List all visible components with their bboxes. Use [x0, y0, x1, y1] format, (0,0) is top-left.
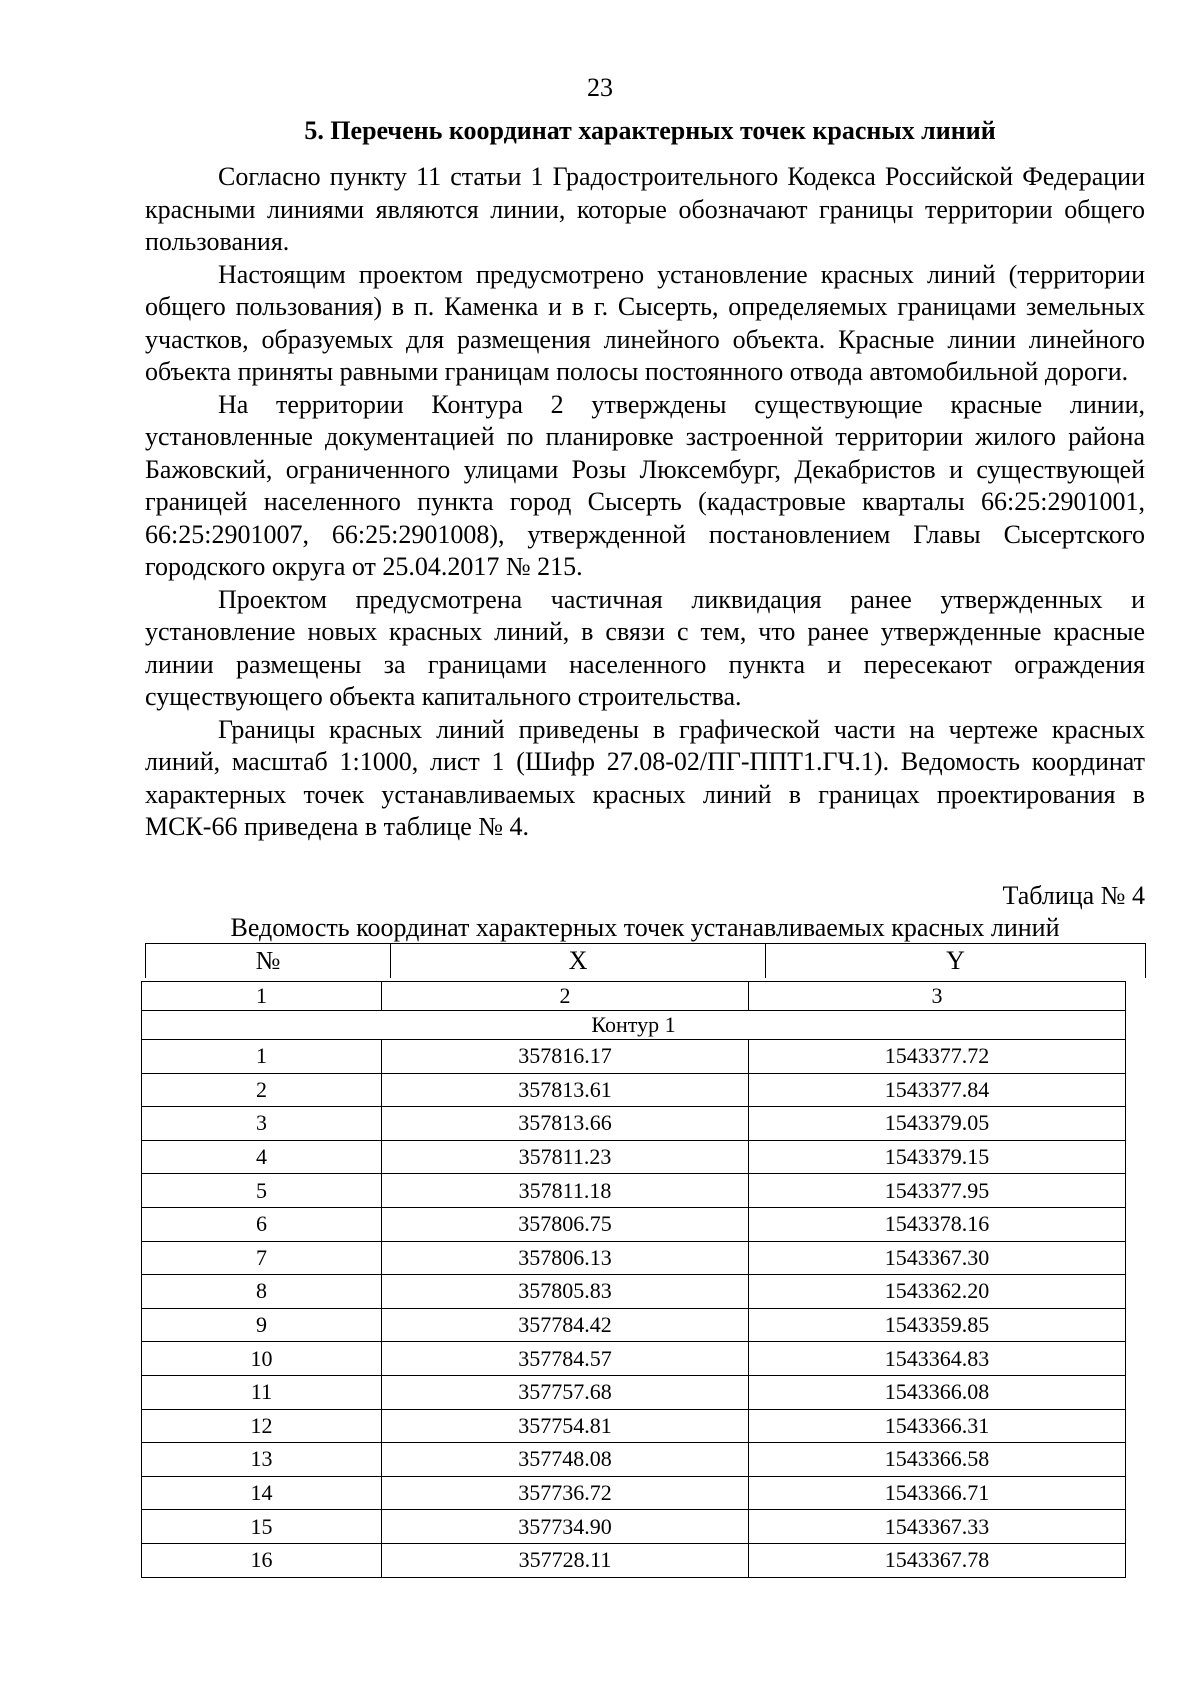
y-coordinate-cell: 1543362.20: [749, 1275, 1126, 1309]
y-coordinate-cell: 1543379.05: [749, 1107, 1126, 1141]
point-number-cell: 4: [142, 1140, 382, 1174]
table-row: [142, 1375, 1126, 1409]
x-coordinate-cell: 357806.13: [382, 1241, 749, 1275]
y-coordinate-cell: 1543366.58: [749, 1443, 1126, 1477]
point-number-cell: 2: [142, 1073, 382, 1107]
x-coordinate-cell: 357784.42: [382, 1308, 749, 1342]
x-coordinate-cell: 357813.66: [382, 1107, 749, 1141]
table-row: [142, 1510, 1126, 1544]
x-coordinate-cell: 357816.17: [382, 1040, 749, 1074]
paragraph: Границы красных линий приведены в графической части на чертеже красных линий, масштаб 1:1000, лист 1 (Шифр 27.08-02/ПГ-ППТ1.ГЧ.1). Ведомость координат характерных точек устанавливаемых красных линий в границах проектирования в МСК-66 приведена в таблице № 4.: [145, 714, 1145, 841]
column-number-cell: 2: [382, 982, 749, 1011]
point-number-cell: 16: [142, 1543, 382, 1577]
y-coordinate-cell: 1543359.85: [749, 1308, 1126, 1342]
point-number-cell: 11: [142, 1375, 382, 1409]
table-row: [142, 1241, 1126, 1275]
point-number-cell: 5: [142, 1174, 382, 1208]
table-row: [142, 1409, 1126, 1443]
page-number: 23: [587, 73, 613, 102]
point-number-cell: 13: [142, 1443, 382, 1477]
point-number-cell: 7: [142, 1241, 382, 1275]
point-number-cell: 3: [142, 1107, 382, 1141]
paragraph: Настоящим проектом предусмотрено установление красных линий (территории общего пользования) в п. Каменка и в г. Сысерть, определяемых границами земельных участков, образуемых для размещения линейного объекта. Красные линии линейного объекта приняты равными границам полосы постоянного отвода автомобильной дороги.: [145, 259, 1145, 386]
header-row: [146, 944, 1146, 979]
point-number-cell: 8: [142, 1275, 382, 1309]
table-row: [142, 1342, 1126, 1376]
x-coordinate-cell: 357811.18: [382, 1174, 749, 1208]
x-coordinate-cell: 357784.57: [382, 1342, 749, 1376]
table-row: [142, 1107, 1126, 1141]
y-coordinate-cell: 1543377.95: [749, 1174, 1126, 1208]
point-number-cell: 6: [142, 1207, 382, 1241]
section-label: Контур 1: [142, 1011, 1126, 1040]
column-number-cell: 1: [142, 982, 382, 1011]
x-coordinate-cell: 357748.08: [382, 1443, 749, 1477]
point-number-cell: 9: [142, 1308, 382, 1342]
y-coordinate-cell: 1543364.83: [749, 1342, 1126, 1376]
section-row: [142, 1011, 1126, 1040]
table-caption: Ведомость координат характерных точек устанавливаемых красных линий: [230, 913, 1060, 942]
y-coordinate-cell: 1543366.08: [749, 1375, 1126, 1409]
table-header: [145, 943, 1146, 978]
column-number-cell: 3: [749, 982, 1126, 1011]
header-cell-number: №: [146, 944, 391, 979]
point-number-cell: 15: [142, 1510, 382, 1544]
x-coordinate-cell: 357754.81: [382, 1409, 749, 1443]
table-row: [142, 1140, 1126, 1174]
y-coordinate-cell: 1543366.71: [749, 1476, 1126, 1510]
x-coordinate-cell: 357813.61: [382, 1073, 749, 1107]
point-number-cell: 1: [142, 1040, 382, 1074]
y-coordinate-cell: 1543366.31: [749, 1409, 1126, 1443]
header-cell-y: Y: [766, 944, 1146, 979]
table-row: [142, 1040, 1126, 1074]
x-coordinate-cell: 357806.75: [382, 1207, 749, 1241]
table-row: [142, 1073, 1126, 1107]
y-coordinate-cell: 1543367.30: [749, 1241, 1126, 1275]
y-coordinate-cell: 1543377.72: [749, 1040, 1126, 1074]
coordinates-table: [141, 981, 1126, 1578]
section-heading: 5. Перечень координат характерных точек красных линий: [304, 116, 996, 145]
table-row: [142, 1443, 1126, 1477]
x-coordinate-cell: 357757.68: [382, 1375, 749, 1409]
table-number: Таблица № 4: [1002, 881, 1145, 910]
x-coordinate-cell: 357811.23: [382, 1140, 749, 1174]
y-coordinate-cell: 1543378.16: [749, 1207, 1126, 1241]
coordinates-table-body: [142, 982, 1126, 1578]
point-number-cell: 10: [142, 1342, 382, 1376]
y-coordinate-cell: 1543379.15: [749, 1140, 1126, 1174]
table-row: [142, 1275, 1126, 1309]
point-number-cell: 14: [142, 1476, 382, 1510]
body-text: [145, 161, 1145, 844]
table-row: [142, 1174, 1126, 1208]
point-number-cell: 12: [142, 1409, 382, 1443]
paragraph: Проектом предусмотрена частичная ликвидация ранее утвержденных и установление новых красных линий, в связи с тем, что ранее утвержденные красные линии размещены за границами населенного пункта и пересекают ограждения существующего объекта капитального строительства.: [145, 584, 1145, 711]
x-coordinate-cell: 357805.83: [382, 1275, 749, 1309]
table-row: [142, 1207, 1126, 1241]
x-coordinate-cell: 357736.72: [382, 1476, 749, 1510]
table-row: [142, 1308, 1126, 1342]
x-coordinate-cell: 357728.11: [382, 1543, 749, 1577]
paragraph: Согласно пункту 11 статьи 1 Градостроительного Кодекса Российской Федерации красными линиями являются линии, которые обозначают границы территории общего пользования.: [145, 162, 1145, 256]
y-coordinate-cell: 1543367.33: [749, 1510, 1126, 1544]
y-coordinate-cell: 1543377.84: [749, 1073, 1126, 1107]
column-number-row: [142, 982, 1126, 1011]
paragraph: На территории Контура 2 утверждены существующие красные линии, установленные документацией по планировке застроенной территории жилого района Бажовский, ограниченного улицами Розы Люксембург, Декабристов и существующей границей населенного пункта город Сысерть (кадастровые кварталы 66:25:2901001, 66:25:2901007, 66:25:2901008), утвержденной постановлением Главы Сысертского городского округа от 25.04.2017 № 215.: [145, 389, 1145, 581]
header-cell-x: X: [391, 944, 766, 979]
x-coordinate-cell: 357734.90: [382, 1510, 749, 1544]
y-coordinate-cell: 1543367.78: [749, 1543, 1126, 1577]
table-row: [142, 1543, 1126, 1577]
table-row: [142, 1476, 1126, 1510]
